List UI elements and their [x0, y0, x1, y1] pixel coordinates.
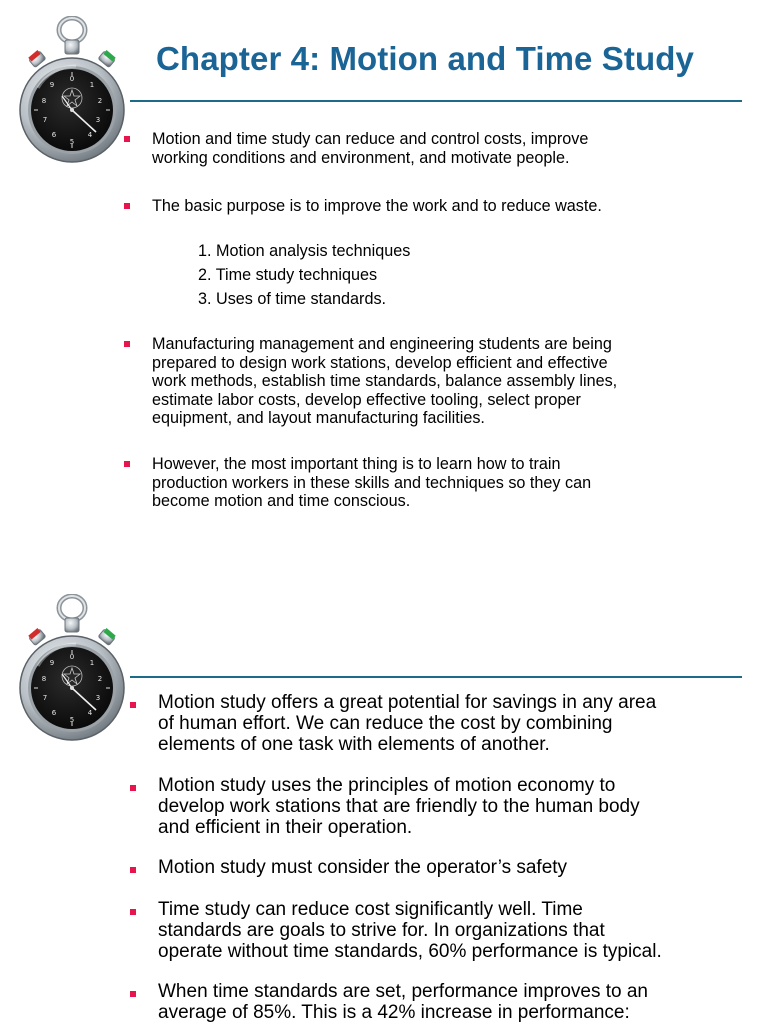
bullet-square-icon — [130, 785, 136, 791]
bullet-line: elements of one task with elements of another. — [158, 734, 550, 755]
svg-text:2: 2 — [97, 97, 103, 105]
bullet-line: become motion and time conscious. — [152, 492, 411, 510]
bullet-square-icon — [130, 909, 136, 915]
svg-text:6: 6 — [51, 709, 57, 717]
bullet-line: develop work stations that are friendly to the human body — [158, 796, 640, 817]
svg-text:0: 0 — [69, 75, 75, 83]
svg-text:1: 1 — [89, 659, 95, 667]
bullet-line: production workers in these skills and techniques so they can — [152, 473, 592, 492]
bullet-line: equipment, and layout manufacturing facilities. — [152, 409, 485, 427]
numbered-sublist — [198, 239, 410, 311]
sublist-item: 1. Motion analysis techniques — [198, 242, 411, 260]
bullet-line: Motion and time study can reduce and control costs, improve — [152, 130, 589, 148]
bullet-square-icon — [124, 341, 130, 347]
bullet-line: operate without time standards, 60% performance is typical. — [158, 941, 662, 962]
svg-text:6: 6 — [51, 131, 57, 139]
svg-text:8: 8 — [41, 675, 47, 683]
bullet-line: The basic purpose is to improve the work and to reduce waste. — [152, 197, 602, 215]
bullet-square-icon — [124, 203, 130, 209]
bullet-square-icon — [124, 461, 130, 467]
bullet-square-icon — [124, 136, 130, 142]
svg-text:1: 1 — [89, 81, 95, 89]
svg-text:4: 4 — [87, 709, 93, 717]
bullet-square-icon — [130, 991, 136, 997]
bullet-line: of human effort. We can reduce the cost by combining — [158, 713, 613, 734]
svg-text:9: 9 — [49, 659, 55, 667]
bullet-line: However, the most important thing is to learn how to train — [152, 455, 561, 473]
stopwatch-icon — [16, 594, 128, 742]
bullet-line: standards are goals to strive for. In organizations that — [158, 920, 605, 941]
svg-text:5: 5 — [69, 716, 75, 724]
bullet-line: Manufacturing management and engineering students are being — [152, 335, 612, 353]
svg-text:2: 2 — [97, 675, 103, 683]
svg-text:7: 7 — [42, 116, 48, 124]
svg-text:4: 4 — [87, 131, 93, 139]
slide-2 — [0, 590, 768, 1024]
stopwatch-icon — [16, 16, 128, 164]
svg-text:3: 3 — [95, 116, 101, 124]
bullet-line: work methods, establish time standards, balance assembly lines, — [152, 372, 618, 390]
title-divider — [130, 676, 742, 678]
bullet-line: estimate labor costs, develop effective tooling, select proper — [152, 390, 581, 409]
svg-text:9: 9 — [49, 81, 55, 89]
bullet-line: working conditions and environment, and motivate people. — [152, 148, 570, 167]
bullet-square-icon — [130, 702, 136, 708]
svg-text:3: 3 — [95, 694, 101, 702]
sublist-item: 3. Uses of time standards. — [198, 290, 387, 308]
bullet-line: Motion study must consider the operator’s safety — [158, 857, 568, 878]
svg-text:7: 7 — [42, 694, 48, 702]
bullet-line: prepared to design work stations, develop efficient and effective — [152, 353, 608, 372]
bullet-square-icon — [130, 867, 136, 873]
slide-title: Chapter 4: Motion and Time Study — [156, 40, 694, 77]
title-divider — [130, 100, 742, 102]
bullet-line: average of 85%. This is a 42% increase in performance: — [158, 1002, 630, 1023]
bullet-line: and efficient in their operation. — [158, 817, 413, 838]
svg-text:8: 8 — [41, 97, 47, 105]
bullet-line: Motion study uses the principles of motion economy to — [158, 775, 616, 796]
bullet-line: Motion study offers a great potential for savings in any area — [158, 692, 657, 713]
bullet-line: Time study can reduce cost significantly well. Time — [158, 899, 583, 920]
bullet-line: When time standards are set, performance improves to an — [158, 981, 649, 1002]
sublist-item: 2. Time study techniques — [198, 266, 378, 284]
svg-text:5: 5 — [69, 138, 75, 146]
svg-text:0: 0 — [69, 653, 75, 661]
